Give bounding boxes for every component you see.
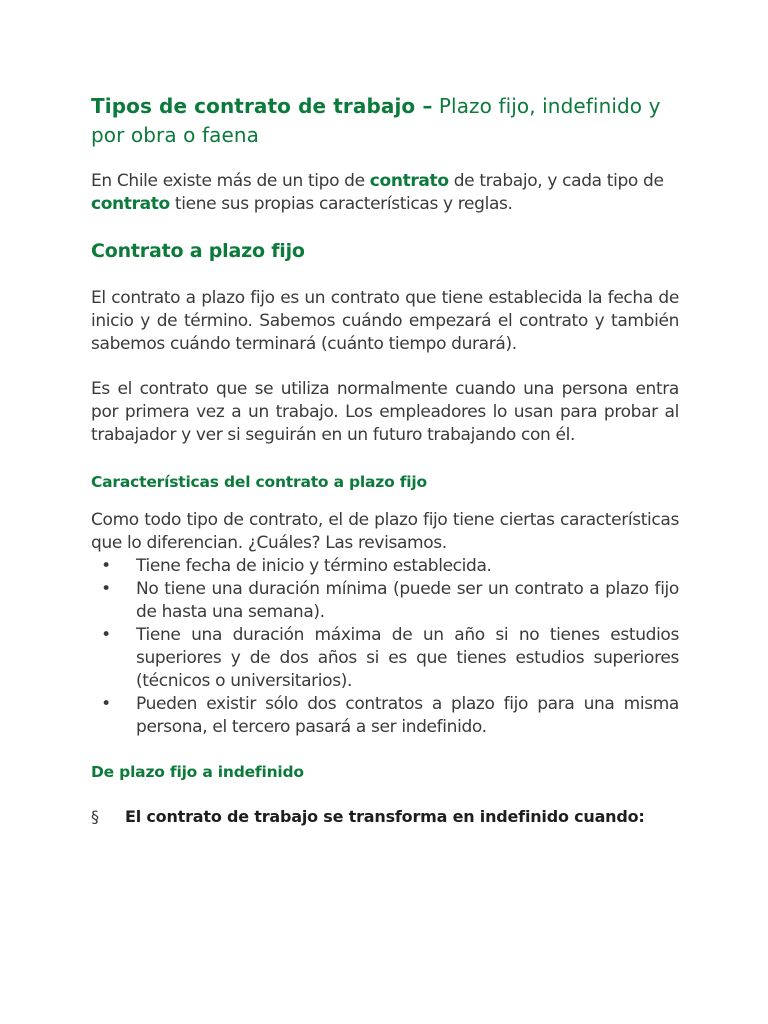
intro-keyword-1: contrato (369, 171, 449, 191)
list-item (91, 578, 679, 624)
title-rest: Plazo fijo, indefinido y por obra o faena (91, 94, 661, 147)
characteristics-list (91, 555, 679, 739)
intro-keyword-2: contrato (91, 194, 170, 214)
section-heading-plazo-fijo: Contrato a plazo fijo (91, 240, 305, 262)
list-item-text: Pueden existir sólo dos contratos a plazo fijo para una misma persona, el tercero pasará a ser indefinido. (136, 694, 679, 737)
intro-text-3: tiene sus propias características y reglas. (169, 194, 513, 214)
list-item (91, 555, 679, 578)
bullet-icon: • (101, 625, 111, 645)
list-item-text: No tiene una duración mínima (puede ser un contrato a plazo fijo de hasta una semana). (136, 579, 679, 622)
section1-paragraph-1: El contrato a plazo fijo es un contrato que tiene establecida la fecha de inicio y de término. Sabemos cuándo empezará el contrato y también sabemos cuándo terminará (cuánto tiempo durará). (91, 288, 679, 354)
list-item-text: Tiene fecha de inicio y término establecida. (136, 556, 492, 576)
section-heading-caracteristicas: Características del contrato a plazo fijo (91, 473, 427, 491)
bullet-icon: • (101, 694, 111, 714)
section-sign-icon: § (91, 807, 99, 826)
document-page (91, 92, 679, 828)
intro-text-2: de trabajo, y cada tipo de (448, 171, 664, 191)
list-item (91, 624, 679, 693)
intro-text-1: En Chile existe más de un tipo de (91, 171, 370, 191)
title-bold-part: Tipos de contrato de trabajo – (91, 94, 433, 118)
list-item (91, 693, 679, 739)
section-item-text: El contrato de trabajo se transforma en indefinido cuando: (125, 807, 645, 826)
bullet-icon: • (101, 579, 111, 599)
section2-intro-paragraph: Como todo tipo de contrato, el de plazo fijo tiene ciertas características que lo diferencian. ¿Cuáles? Las revisamos. (91, 510, 679, 553)
bullet-icon: • (101, 556, 111, 576)
intro-paragraph (91, 170, 679, 216)
section-heading-indefinido: De plazo fijo a indefinido (91, 763, 304, 781)
section-item (91, 805, 679, 828)
section1-paragraph-2: Es el contrato que se utiliza normalmente cuando una persona entra por primera vez a un trabajo. Los empleadores lo usan para probar al trabajador y ver si seguirán en un futuro trabajando con él. (91, 379, 679, 445)
document-title (91, 92, 691, 150)
list-item-text: Tiene una duración máxima de un año si no tienes estudios superiores y de dos años si es que tienes estudios superiores (técnicos o universitarios). (136, 625, 679, 691)
